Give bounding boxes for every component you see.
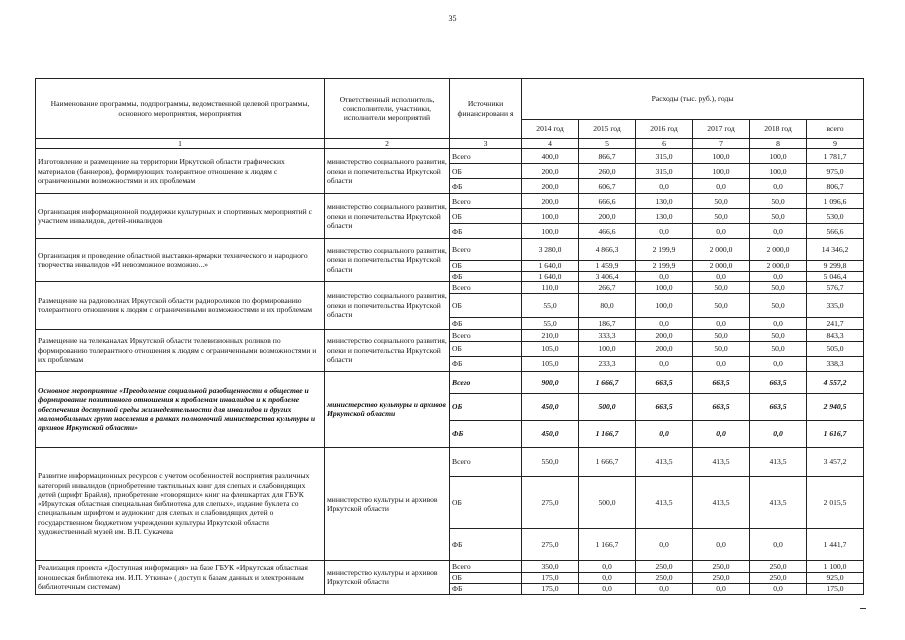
executor-cell: министерство социального развития, опеки и попечительства Иркутской области (325, 149, 450, 194)
column-number: 8 (750, 139, 807, 149)
total-value-cell: 14 346,2 (807, 239, 864, 261)
year-value-cell: 3 280,0 (522, 239, 579, 261)
year-value-cell: 50,0 (693, 194, 750, 209)
year-value-cell: 2 000,0 (693, 261, 750, 271)
funding-source-cell: ОБ (450, 393, 522, 420)
year-value-cell: 100,0 (636, 293, 693, 317)
year-value-cell: 2 000,0 (693, 239, 750, 261)
scan-mark (860, 608, 866, 609)
year-value-cell: 0,0 (579, 572, 636, 583)
total-value-cell: 9 299,8 (807, 261, 864, 271)
column-number: 4 (522, 139, 579, 149)
funding-source-cell: ОБ (450, 341, 522, 356)
year-value-cell: 2 199,9 (636, 239, 693, 261)
year-value-cell: 100,0 (693, 164, 750, 179)
header-expenses: Расходы (тыс. руб.), годы (522, 79, 864, 120)
total-value-cell: 975,0 (807, 164, 864, 179)
year-value-cell: 663,5 (750, 393, 807, 420)
funding-source-cell: Всего (450, 239, 522, 261)
executor-cell: министерство социального развития, опеки и попечительства Иркутской области (325, 281, 450, 329)
year-value-cell: 413,5 (636, 447, 693, 476)
funding-source-cell: Всего (450, 194, 522, 209)
year-value-cell: 0,0 (636, 271, 693, 281)
year-value-cell: 50,0 (750, 329, 807, 341)
program-name-cell: Размещение на радиоволнах Иркутской области радиороликов по формированию толерантного отношения к людям с ограниченными возможностями и их проблемам (36, 281, 325, 329)
column-number: 9 (807, 139, 864, 149)
total-value-cell: 925,0 (807, 572, 864, 583)
column-number: 5 (579, 139, 636, 149)
funding-source-cell: ОБ (450, 261, 522, 271)
year-value-cell: 500,0 (579, 393, 636, 420)
year-value-cell: 413,5 (693, 447, 750, 476)
year-value-cell: 100,0 (750, 164, 807, 179)
year-value-cell: 175,0 (522, 572, 579, 583)
year-value-cell: 0,0 (636, 583, 693, 594)
executor-cell: министерство культуры и архивов Иркутской области (325, 371, 450, 447)
year-value-cell: 186,7 (579, 317, 636, 329)
year-value-cell: 0,0 (693, 356, 750, 371)
program-name-cell: Основное мероприятие «Преодоление социальной разобщенности в обществе и формирование позитивного отношения к проблемам инвалидов и к проблеме обеспечения доступной среды жизнедеятельности для инвалидов и других маломобильных групп населения в рамках полномочий министерства культуры и архивов Иркутской области» (36, 371, 325, 447)
year-value-cell: 200,0 (522, 164, 579, 179)
funding-source-cell: ОБ (450, 209, 522, 224)
funding-source-cell: Всего (450, 281, 522, 293)
year-value-cell: 0,0 (693, 179, 750, 194)
header-year: 2016 год (636, 120, 693, 139)
funding-source-cell: Всего (450, 371, 522, 393)
year-value-cell: 663,5 (693, 393, 750, 420)
year-value-cell: 250,0 (636, 560, 693, 572)
total-value-cell: 530,0 (807, 209, 864, 224)
header-year: 2014 год (522, 120, 579, 139)
year-value-cell: 275,0 (522, 476, 579, 528)
total-value-cell: 5 046,4 (807, 271, 864, 281)
funding-source-cell: ОБ (450, 476, 522, 528)
executor-cell: министерство культуры и архивов Иркутской области (325, 560, 450, 594)
program-name-cell: Организация информационной поддержки культурных и спортивных мероприятий с участием инвалидов, детей-инвалидов (36, 194, 325, 239)
column-number: 2 (325, 139, 450, 149)
year-value-cell: 0,0 (750, 420, 807, 447)
year-value-cell: 1 459,9 (579, 261, 636, 271)
year-value-cell: 0,0 (693, 224, 750, 239)
year-value-cell: 663,5 (636, 371, 693, 393)
total-value-cell: 338,3 (807, 356, 864, 371)
total-value-cell: 806,7 (807, 179, 864, 194)
year-value-cell: 130,0 (636, 209, 693, 224)
year-value-cell: 50,0 (693, 293, 750, 317)
total-value-cell: 3 457,2 (807, 447, 864, 476)
table-row (36, 149, 864, 164)
year-value-cell: 2 000,0 (750, 239, 807, 261)
total-value-cell: 335,0 (807, 293, 864, 317)
header-executor: Ответственный исполнитель, соисполнители, участники, исполнители мероприятий (325, 79, 450, 139)
total-value-cell: 1 096,6 (807, 194, 864, 209)
year-value-cell: 50,0 (693, 281, 750, 293)
year-value-cell: 80,0 (579, 293, 636, 317)
year-value-cell: 105,0 (522, 341, 579, 356)
year-value-cell: 233,3 (579, 356, 636, 371)
total-value-cell: 1 781,7 (807, 149, 864, 164)
year-value-cell: 3 406,4 (579, 271, 636, 281)
funding-source-cell: ОБ (450, 164, 522, 179)
year-value-cell: 0,0 (693, 583, 750, 594)
year-value-cell: 250,0 (750, 560, 807, 572)
funding-source-cell: ФБ (450, 420, 522, 447)
total-value-cell: 2 015,5 (807, 476, 864, 528)
year-value-cell: 0,0 (579, 560, 636, 572)
year-value-cell: 1 166,7 (579, 420, 636, 447)
year-value-cell: 200,0 (636, 341, 693, 356)
year-value-cell: 0,0 (750, 224, 807, 239)
year-value-cell: 4 866,3 (579, 239, 636, 261)
year-value-cell: 200,0 (636, 329, 693, 341)
year-value-cell: 200,0 (522, 179, 579, 194)
year-value-cell: 0,0 (750, 528, 807, 560)
year-value-cell: 1 166,7 (579, 528, 636, 560)
year-value-cell: 50,0 (693, 341, 750, 356)
year-value-cell: 250,0 (750, 572, 807, 583)
year-value-cell: 100,0 (636, 281, 693, 293)
table-row (36, 281, 864, 293)
year-value-cell: 663,5 (693, 371, 750, 393)
column-number: 3 (450, 139, 522, 149)
total-value-cell: 241,7 (807, 317, 864, 329)
year-value-cell: 105,0 (522, 356, 579, 371)
program-name-cell: Реализация проекта «Доступная информация» на базе ГБУК «Иркутская областная юношеская библиотека им. И.П. Уткина» ( доступ к базам данных и электронным библиотечным системам) (36, 560, 325, 594)
year-value-cell: 466,6 (579, 224, 636, 239)
year-value-cell: 0,0 (636, 317, 693, 329)
year-value-cell: 50,0 (750, 293, 807, 317)
year-value-cell: 0,0 (693, 528, 750, 560)
year-value-cell: 0,0 (636, 528, 693, 560)
year-value-cell: 0,0 (636, 356, 693, 371)
year-value-cell: 0,0 (750, 271, 807, 281)
year-value-cell: 0,0 (579, 583, 636, 594)
funding-source-cell: ФБ (450, 179, 522, 194)
year-value-cell: 333,3 (579, 329, 636, 341)
year-value-cell: 2 000,0 (750, 261, 807, 271)
year-value-cell: 50,0 (750, 281, 807, 293)
year-value-cell: 400,0 (522, 149, 579, 164)
year-value-cell: 50,0 (750, 209, 807, 224)
total-value-cell: 1 441,7 (807, 528, 864, 560)
total-value-cell: 1 616,7 (807, 420, 864, 447)
program-name-cell: Изготовление и размещение на территории Иркутской области графических материалов (баннеров), формирующих толерантное отношение к людям с ограниченными возможностями и их проблемам (36, 149, 325, 194)
year-value-cell: 50,0 (693, 209, 750, 224)
table-row (36, 560, 864, 572)
executor-cell: министерство культуры и архивов Иркутской области (325, 447, 450, 560)
total-value-cell: 2 940,5 (807, 393, 864, 420)
year-value-cell: 450,0 (522, 393, 579, 420)
column-number: 7 (693, 139, 750, 149)
year-value-cell: 0,0 (750, 317, 807, 329)
year-value-cell: 500,0 (579, 476, 636, 528)
year-value-cell: 2 199,9 (636, 261, 693, 271)
header-total: всего (807, 120, 864, 139)
year-value-cell: 55,0 (522, 293, 579, 317)
year-value-cell: 413,5 (750, 476, 807, 528)
year-value-cell: 1 666,7 (579, 371, 636, 393)
funding-source-cell: ФБ (450, 528, 522, 560)
executor-cell: министерство социального развития, опеки и попечительства Иркутской области (325, 239, 450, 282)
funding-source-cell: Всего (450, 447, 522, 476)
total-value-cell: 1 100,0 (807, 560, 864, 572)
header-year: 2017 год (693, 120, 750, 139)
year-value-cell: 0,0 (750, 356, 807, 371)
table-row (36, 371, 864, 393)
year-value-cell: 100,0 (579, 341, 636, 356)
year-value-cell: 0,0 (693, 271, 750, 281)
year-value-cell: 1 666,7 (579, 447, 636, 476)
program-name-cell: Размещение на телеканалах Иркутской области телевизионных роликов по формированию толерантного отношения к людям с ограниченными возможностями и их проблемам (36, 329, 325, 371)
year-value-cell: 250,0 (636, 572, 693, 583)
year-value-cell: 663,5 (750, 371, 807, 393)
year-value-cell: 315,0 (636, 164, 693, 179)
total-value-cell: 843,3 (807, 329, 864, 341)
total-value-cell: 576,7 (807, 281, 864, 293)
year-value-cell: 100,0 (693, 149, 750, 164)
year-value-cell: 0,0 (693, 420, 750, 447)
year-value-cell: 100,0 (522, 209, 579, 224)
year-value-cell: 0,0 (750, 583, 807, 594)
total-value-cell: 566,6 (807, 224, 864, 239)
budget-table (35, 78, 864, 595)
funding-source-cell: ФБ (450, 583, 522, 594)
year-value-cell: 260,0 (579, 164, 636, 179)
year-value-cell: 130,0 (636, 194, 693, 209)
funding-source-cell: ФБ (450, 224, 522, 239)
year-value-cell: 666,6 (579, 194, 636, 209)
year-value-cell: 413,5 (750, 447, 807, 476)
year-value-cell: 0,0 (636, 179, 693, 194)
funding-source-cell: ОБ (450, 293, 522, 317)
year-value-cell: 110,0 (522, 281, 579, 293)
year-value-cell: 0,0 (750, 179, 807, 194)
year-value-cell: 450,0 (522, 420, 579, 447)
year-value-cell: 50,0 (693, 329, 750, 341)
year-value-cell: 275,0 (522, 528, 579, 560)
table-row (36, 239, 864, 261)
year-value-cell: 1 640,0 (522, 261, 579, 271)
year-value-cell: 0,0 (636, 224, 693, 239)
year-value-cell: 210,0 (522, 329, 579, 341)
funding-source-cell: ФБ (450, 271, 522, 281)
column-number: 1 (36, 139, 325, 149)
year-value-cell: 0,0 (693, 317, 750, 329)
year-value-cell: 0,0 (636, 420, 693, 447)
table-row (36, 194, 864, 209)
total-value-cell: 175,0 (807, 583, 864, 594)
header-year: 2018 год (750, 120, 807, 139)
total-value-cell: 4 557,2 (807, 371, 864, 393)
table-row (36, 447, 864, 476)
funding-source-cell: Всего (450, 149, 522, 164)
year-value-cell: 413,5 (636, 476, 693, 528)
program-name-cell: Организация и проведение областной выставки-ярмарки технического и народного творчества инвалидов «И невозможное возможно...» (36, 239, 325, 282)
year-value-cell: 866,7 (579, 149, 636, 164)
year-value-cell: 100,0 (750, 149, 807, 164)
year-value-cell: 350,0 (522, 560, 579, 572)
executor-cell: министерство социального развития, опеки и попечительства Иркутской области (325, 194, 450, 239)
year-value-cell: 606,7 (579, 179, 636, 194)
year-value-cell: 900,0 (522, 371, 579, 393)
year-value-cell: 175,0 (522, 583, 579, 594)
year-value-cell: 663,5 (636, 393, 693, 420)
year-value-cell: 315,0 (636, 149, 693, 164)
year-value-cell: 200,0 (579, 209, 636, 224)
total-value-cell: 505,0 (807, 341, 864, 356)
funding-source-cell: Всего (450, 329, 522, 341)
year-value-cell: 55,0 (522, 317, 579, 329)
year-value-cell: 413,5 (693, 476, 750, 528)
year-value-cell: 200,0 (522, 194, 579, 209)
program-name-cell: Развитие информационных ресурсов с учетом особенностей восприятия различных категорий инвалидов (приобретение тактильных книг для слепых и слабовидящих детей (шрифт Брайля), приобретение «говорящих» книг на флешкартах для ГБУК «Иркутская областная специальная библиотека для слепых», издание буклета со специальным шрифтом и аудиокниг для слепых и слабовидящих детей о государственном бюджетном учреждении культуры Иркутской области художественный музей им. В.П. Сукачева (36, 447, 325, 560)
year-value-cell: 550,0 (522, 447, 579, 476)
funding-source-cell: ФБ (450, 317, 522, 329)
year-value-cell: 250,0 (693, 572, 750, 583)
page-number: 35 (448, 14, 457, 23)
year-value-cell: 266,7 (579, 281, 636, 293)
year-value-cell: 50,0 (750, 194, 807, 209)
year-value-cell: 100,0 (522, 224, 579, 239)
table-row (36, 329, 864, 341)
header-year: 2015 год (579, 120, 636, 139)
funding-source-cell: ФБ (450, 356, 522, 371)
funding-source-cell: Всего (450, 560, 522, 572)
header-program-name: Наименование программы, подпрограммы, ведомственной целевой программы, основного мероприятия, мероприятия (36, 79, 325, 139)
header-sources: Источники финансировани я (450, 79, 522, 139)
executor-cell: министерство социального развития, опеки и попечительства Иркутской области (325, 329, 450, 371)
table-body (36, 149, 864, 595)
column-number: 6 (636, 139, 693, 149)
year-value-cell: 1 640,0 (522, 271, 579, 281)
funding-source-cell: ОБ (450, 572, 522, 583)
year-value-cell: 50,0 (750, 341, 807, 356)
year-value-cell: 250,0 (693, 560, 750, 572)
